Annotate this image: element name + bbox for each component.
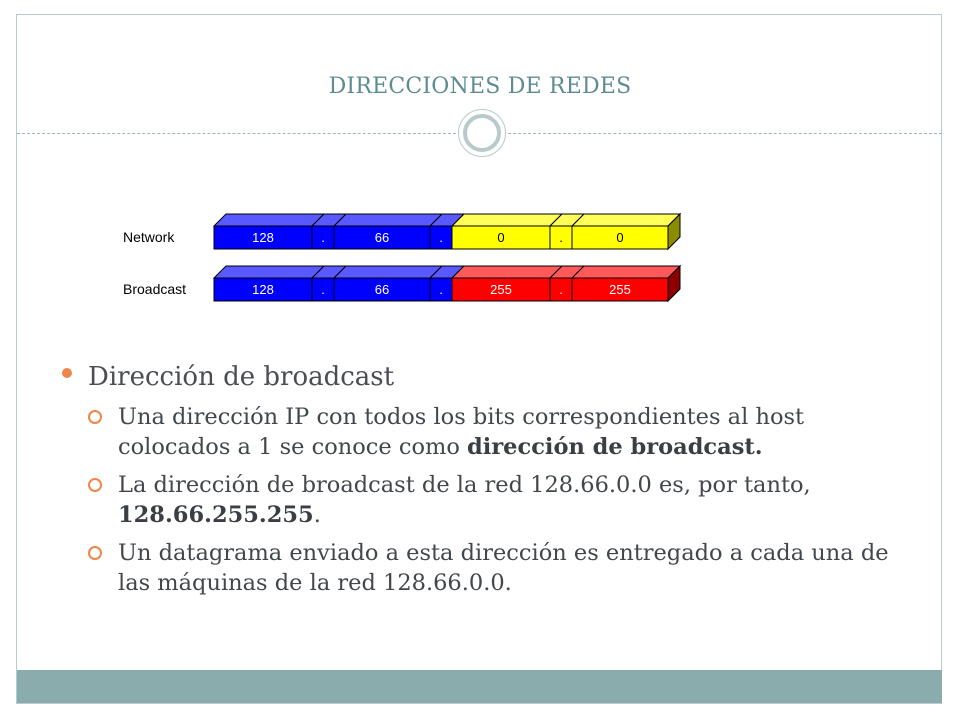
bullet-dot-icon	[62, 368, 72, 378]
bullet-list	[62, 360, 902, 598]
point-1-bold: dirección de broadcast.	[467, 434, 763, 460]
heading-text: Dirección de broadcast	[88, 362, 395, 392]
bar-cell-value: 255	[490, 282, 512, 297]
bar-cell-value: .	[559, 230, 563, 245]
bar-cell-value: 128	[252, 282, 274, 297]
bar-cell-value: 66	[374, 282, 390, 297]
ring-bullet-icon	[88, 478, 102, 492]
bar-cell-value: 255	[609, 282, 631, 297]
bar-top-face	[572, 214, 680, 226]
bar-top-face	[214, 214, 324, 226]
bar-cell-value: .	[439, 282, 443, 297]
slide-title: DIRECCIONES DE REDES	[328, 74, 632, 99]
row-label-network: Network	[123, 229, 175, 245]
bar-cell-value: .	[559, 282, 563, 297]
bar-cell-value: .	[321, 230, 325, 245]
point-1-text: Una dirección IP con todos los bits correspondientes al host colocados a 1 se conoce como	[118, 404, 805, 460]
point-2-tail: .	[313, 502, 321, 528]
bar-cell-value: 128	[252, 230, 274, 245]
bar-cell-value: .	[321, 282, 325, 297]
bar-cell-value: .	[439, 230, 443, 245]
sub-bullet-1	[88, 402, 902, 462]
sub-bullet-2	[88, 470, 902, 530]
point-3-text: Un datagrama enviado a esta dirección es entregado a cada una de las máquinas de la red 128.66.0.0.	[118, 540, 889, 596]
bar-top-face	[572, 266, 680, 278]
sub-bullet-3	[88, 538, 902, 598]
point-2-bold: 128.66.255.255	[118, 502, 314, 528]
ring-bullet-icon	[88, 546, 102, 560]
bar-cell-value: 66	[374, 230, 390, 245]
bar-cell-value: 0	[497, 230, 505, 245]
bar-top-face	[452, 214, 562, 226]
row-label-broadcast: Broadcast	[123, 281, 187, 297]
footer-bar	[17, 670, 942, 703]
bullet-heading	[62, 360, 902, 394]
ring-bullet-icon	[88, 410, 102, 424]
bar-cell-value: 0	[616, 230, 624, 245]
bar-top-face	[452, 266, 562, 278]
point-2-text: La dirección de broadcast de la red 128.66.0.0 es, por tanto,	[118, 472, 811, 498]
bar-top-face	[214, 266, 324, 278]
bar-top-face	[334, 266, 442, 278]
bar-top-face	[334, 214, 442, 226]
